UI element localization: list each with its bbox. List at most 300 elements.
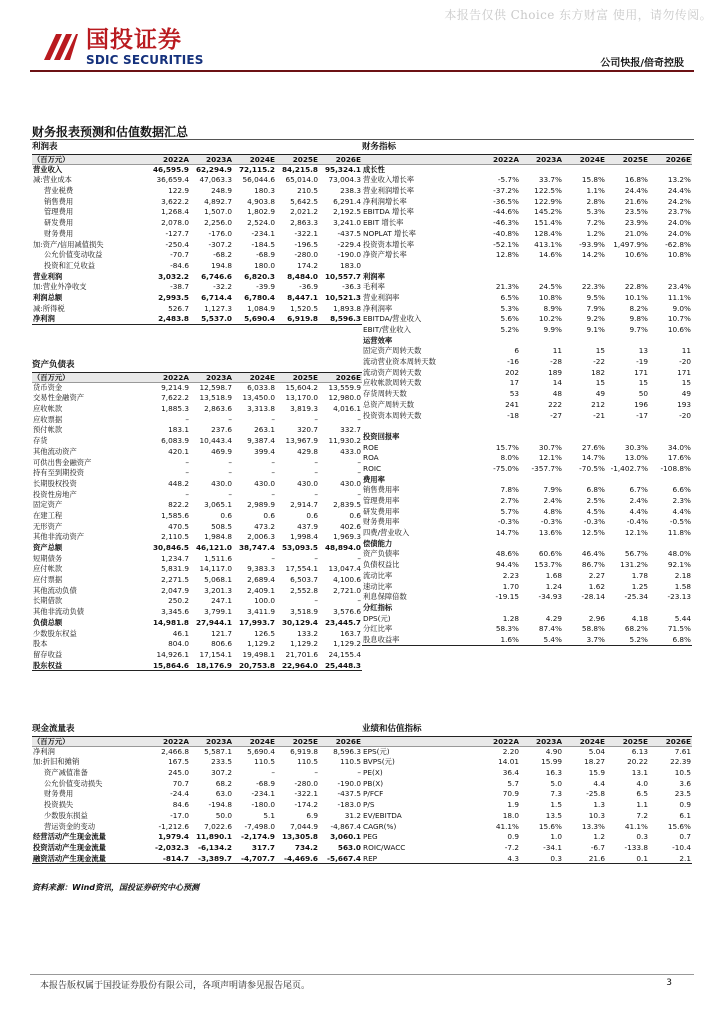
row-label: 营业收入 [33, 164, 63, 174]
row-value: 1,885.3 [161, 404, 189, 414]
row-value: 49 [595, 389, 605, 399]
row-label: 长期股权投资 [33, 478, 77, 488]
row-label: EBITDA/营业收入 [363, 314, 422, 324]
row-label: 应收帐款周转天数 [363, 378, 422, 388]
row-value: 9,387.4 [247, 436, 275, 446]
row-value: 6.8% [586, 485, 605, 495]
row-value: -40.8% [493, 228, 519, 238]
row-value: 24.5% [538, 282, 562, 292]
row-label: ROE [363, 442, 379, 452]
table-row [362, 757, 692, 768]
row-value: 17 [509, 378, 519, 388]
row-value: 14.6% [538, 250, 562, 260]
page-number: 3 [666, 978, 672, 988]
row-value [563, 272, 606, 283]
row-value: 73,004.3 [328, 175, 361, 185]
row-value: 6.5 [636, 789, 648, 799]
row-value: 24.4% [667, 186, 691, 196]
row-value: – [314, 414, 318, 424]
row-value: 12,598.7 [199, 382, 232, 392]
row-value: -194.8 [208, 800, 232, 810]
row-value: 56,044.6 [242, 175, 275, 185]
row-value: 13.1 [631, 768, 648, 778]
row-value: 171 [677, 367, 691, 377]
row-value: 110.5 [297, 757, 318, 767]
row-value: 1,129.2 [290, 639, 318, 649]
row-value: 8,484.0 [287, 271, 318, 281]
row-value: 62,294.9 [195, 164, 232, 174]
row-value: -36.3 [342, 282, 361, 292]
row-value: – [357, 489, 361, 499]
table-row [32, 789, 362, 800]
row-value [606, 272, 649, 283]
row-value: 5.3% [586, 207, 605, 217]
row-label: 管理费用率 [363, 496, 400, 505]
row-value: 437.9 [297, 521, 318, 531]
row-label: ROA [363, 453, 379, 463]
row-value: 10.8% [667, 250, 691, 260]
row-label: 应收票据 [33, 414, 63, 424]
row-value: 8,447.1 [287, 292, 318, 302]
row-value: 14,981.8 [152, 617, 189, 627]
row-label: 利润总额 [33, 292, 63, 302]
row-value [563, 603, 606, 614]
row-value: 5,690.4 [247, 746, 275, 756]
row-value: – [185, 414, 189, 424]
logo-mark-icon [40, 30, 80, 64]
row-value: 15.7% [495, 442, 519, 452]
table-row [32, 468, 362, 479]
row-value: 2,271.5 [161, 575, 189, 585]
row-value: 2023A [206, 155, 232, 164]
row-value: 7.2% [586, 218, 605, 228]
title-divider [30, 139, 694, 140]
row-value: 804.0 [168, 639, 189, 649]
table-row [32, 661, 362, 672]
row-label: 交易性金融资产 [33, 393, 85, 403]
row-value: 822.2 [168, 500, 189, 510]
row-value: -322.1 [294, 789, 318, 799]
row-value: 2025E [622, 737, 648, 746]
row-value: -20 [679, 357, 691, 367]
row-value: -183.0 [337, 800, 361, 810]
row-value: 22,964.0 [281, 660, 318, 670]
row-value: 1,979.4 [158, 832, 189, 842]
row-value: 6,291.4 [333, 196, 361, 206]
row-label: ROIC [363, 463, 382, 473]
row-value: -2,032.3 [155, 842, 189, 852]
row-value: 2022A [163, 737, 189, 746]
table-row [32, 779, 362, 790]
row-value: 12.5% [581, 528, 605, 538]
row-value: 58.3% [495, 624, 519, 634]
table-title: 资产负债表 [32, 360, 75, 370]
row-value: 6,780.4 [244, 292, 275, 302]
row-value [649, 539, 692, 550]
row-value: 14.7% [495, 528, 519, 538]
row-value: 23.9% [624, 218, 648, 228]
row-value: – [314, 468, 318, 478]
row-value: -34.93 [538, 592, 562, 602]
row-value: 193 [677, 399, 691, 409]
row-value: 13,047.4 [328, 564, 361, 574]
row-value: 53 [509, 389, 519, 399]
row-value: 2,192.5 [333, 207, 361, 217]
row-value: 12.8% [495, 250, 519, 260]
row-value: 2025E [622, 155, 648, 164]
row-value: 241 [505, 399, 519, 409]
row-value: 0.6 [263, 510, 275, 520]
table-row [32, 261, 362, 272]
row-value: 250.2 [168, 596, 189, 606]
row-value: -84.6 [170, 260, 189, 270]
row-value: – [185, 468, 189, 478]
table-row [32, 543, 362, 554]
row-label: BVPS(元) [363, 757, 395, 767]
row-value: 21.0% [624, 228, 648, 238]
footer-disclaimer: 本报告版权属于国投证券股份有限公司，各项声明请参见报告尾页。 [40, 981, 311, 991]
table-header [32, 154, 362, 165]
row-label: DPS(元) [363, 613, 391, 623]
row-value: 50.0 [215, 810, 232, 820]
row-value: 24.0% [667, 228, 691, 238]
row-label: 运营效率 [363, 335, 393, 345]
table-header [32, 736, 362, 747]
row-value: 56.7% [624, 549, 648, 559]
row-label: 营业利润 [33, 271, 63, 281]
row-value: 13,967.9 [285, 436, 318, 446]
row-value: 2024E [249, 373, 275, 382]
row-value: 0.6 [306, 510, 318, 520]
row-label: （百万元） [33, 155, 70, 164]
table-row [362, 336, 692, 347]
row-value: 5,690.4 [244, 314, 275, 324]
row-value: – [314, 457, 318, 467]
row-value: – [271, 768, 275, 778]
row-value: 38,747.4 [238, 543, 275, 552]
row-value: – [357, 596, 361, 606]
row-label: EBIT/营业收入 [363, 325, 411, 334]
table-row [362, 768, 692, 779]
table-row [362, 811, 692, 822]
row-value: – [357, 414, 361, 424]
row-value: 4.90 [545, 746, 562, 756]
row-value: 20,753.8 [238, 660, 275, 670]
row-value: 263.1 [254, 425, 275, 435]
row-value: 5,642.5 [290, 196, 318, 206]
row-value: 5.0 [550, 778, 562, 788]
row-label [362, 155, 477, 164]
row-label: 股本 [33, 639, 48, 649]
row-value: 2.18 [674, 570, 691, 580]
row-value: 13.6% [538, 528, 562, 538]
row-value: 153.7% [534, 560, 562, 570]
row-value: 5.6% [500, 314, 519, 324]
row-value: 2023A [536, 155, 562, 164]
table-row [32, 186, 362, 197]
row-label: EV/EBITDA [363, 810, 402, 820]
row-value: 86.7% [581, 560, 605, 570]
row-label: 资产总额 [33, 543, 63, 552]
row-value: 4.4 [593, 778, 605, 788]
row-value [606, 261, 649, 272]
row-value: 2,689.4 [247, 575, 275, 585]
row-value: -6,134.2 [198, 842, 232, 852]
row-value: -4,867.4 [330, 821, 361, 831]
table-row [32, 415, 362, 426]
row-value: 1,127.3 [204, 303, 232, 313]
row-value: 430.0 [211, 478, 232, 488]
row-value: -93.9% [579, 239, 605, 249]
row-label: 其他流动资产 [33, 446, 77, 456]
row-value: 58.8% [581, 624, 605, 634]
row-value: 0.1 [636, 853, 648, 863]
row-value: -70.5% [579, 463, 605, 473]
table-title: 财务指标 [362, 142, 397, 152]
row-value: 2,993.5 [158, 292, 189, 302]
row-label: 可供出售金融资产 [33, 457, 92, 467]
table-row [362, 325, 692, 336]
row-value: 5,587.1 [204, 746, 232, 756]
row-value: 2024E [249, 155, 275, 164]
row-value: 8.2% [629, 303, 648, 313]
row-value: 7,022.6 [204, 821, 232, 831]
row-value: – [271, 553, 275, 563]
row-value: 1.6% [500, 634, 519, 644]
row-value: 41.1% [624, 821, 648, 831]
row-value: 9.5% [586, 292, 605, 302]
row-value: 3,313.8 [247, 404, 275, 414]
company-logo [40, 28, 204, 66]
table-row [362, 800, 692, 811]
row-value: 4,016.1 [333, 404, 361, 414]
row-value: 10.8% [538, 292, 562, 302]
row-label: 少数股东权益 [33, 628, 77, 638]
row-value [477, 272, 520, 283]
row-value: 9.0% [672, 303, 691, 313]
row-value: 2.4% [543, 496, 562, 505]
row-value: 24.2% [667, 196, 691, 206]
row-value: -5.7% [497, 175, 519, 185]
row-label: 其他非流动负债 [33, 607, 85, 617]
row-label: 经营活动产生现金流量 [33, 832, 106, 842]
table-row [32, 639, 362, 650]
row-label: 研发费用 [44, 218, 74, 228]
row-value: 14.01 [498, 757, 519, 767]
row-value: -38.7 [170, 282, 189, 292]
row-value: 4.8% [543, 506, 562, 516]
row-value: 413.1% [534, 239, 562, 249]
row-value [649, 261, 692, 272]
row-value: -28 [550, 357, 562, 367]
row-label: PB(X) [363, 778, 384, 788]
row-label: 营运资金的变动 [44, 821, 96, 831]
row-value: -307.2 [208, 239, 232, 249]
table-row [32, 500, 362, 511]
row-label: 其他非流动资产 [33, 532, 85, 542]
table-row [362, 507, 692, 518]
row-label: PEG [363, 832, 378, 842]
row-value: 7,622.2 [161, 393, 189, 403]
table-row [362, 357, 692, 368]
row-value: 4.29 [545, 613, 562, 623]
row-value: -20 [679, 410, 691, 420]
row-value: 2,839.5 [333, 500, 361, 510]
row-value: 13.2% [667, 175, 691, 185]
table-row [32, 564, 362, 575]
row-value: -17.0 [170, 810, 189, 820]
row-label: ROIC/WACC [363, 842, 406, 852]
row-label: 投资资本增长率 [363, 239, 415, 249]
row-value: 2026E [665, 155, 691, 164]
row-value: 68.2 [215, 778, 232, 788]
row-value: 12,980.0 [328, 393, 361, 403]
row-label: 营业利润率 [363, 292, 400, 302]
row-value: 167.5 [168, 757, 189, 767]
table-row [362, 432, 692, 443]
row-value: 3,518.9 [290, 607, 318, 617]
row-value: -36.9 [299, 282, 318, 292]
row-value: 13,305.8 [281, 832, 318, 842]
row-label: （百万元） [33, 373, 70, 382]
row-value: -0.3% [540, 517, 562, 527]
row-value: -34.1 [543, 842, 562, 852]
table-header [362, 736, 692, 747]
row-value: 4.4% [629, 506, 648, 516]
table-row [32, 832, 362, 843]
row-value: 1,998.4 [290, 532, 318, 542]
row-value: 25,448.3 [324, 660, 361, 670]
table-row [32, 618, 362, 629]
row-value: 14,117.0 [199, 564, 232, 574]
row-value: -814.7 [162, 853, 189, 863]
row-value: 6,714.4 [201, 292, 232, 302]
row-value: -7,498.0 [244, 821, 275, 831]
row-value: 1,511.6 [204, 553, 232, 563]
row-value: -3,389.7 [198, 853, 232, 863]
table-row [362, 789, 692, 800]
row-value: 6.7% [629, 485, 648, 495]
table-row [362, 197, 692, 208]
table-row [32, 800, 362, 811]
row-value [563, 261, 606, 272]
row-value: 5.7 [507, 778, 519, 788]
table-row [32, 175, 362, 186]
row-value: 2,914.7 [290, 500, 318, 510]
table-row [362, 207, 692, 218]
table-row [32, 575, 362, 586]
row-value: 6,746.6 [201, 271, 232, 281]
table-row [32, 436, 362, 447]
row-value [563, 421, 606, 432]
row-value [563, 336, 606, 347]
row-value: 237.6 [211, 425, 232, 435]
row-value: – [271, 468, 275, 478]
row-label: 投资活动产生现金流量 [33, 842, 106, 852]
row-value: -62.8% [665, 239, 691, 249]
row-value: 10.6% [667, 325, 691, 334]
row-value: 41.1% [495, 821, 519, 831]
row-value: -25.34 [624, 592, 648, 602]
row-value [606, 336, 649, 347]
row-value: 5.04 [588, 746, 605, 756]
row-value: -6.7 [590, 842, 605, 852]
row-value: 12.1% [624, 528, 648, 538]
row-value: 110.5 [254, 757, 275, 767]
row-value: 4,892.7 [204, 196, 232, 206]
row-value: 10.1% [624, 292, 648, 302]
table-row [362, 464, 692, 475]
row-value: 2,409.1 [247, 585, 275, 595]
row-value: 9.1% [586, 325, 605, 334]
row-value: 2.5% [586, 496, 605, 505]
row-value: 68.2% [624, 624, 648, 634]
row-label: P/FCF [363, 789, 384, 799]
row-label: 流动资产周转天数 [363, 367, 422, 377]
row-value: 9.2% [586, 314, 605, 324]
row-value: 1,984.8 [204, 532, 232, 542]
table-row [362, 411, 692, 422]
row-value [520, 272, 563, 283]
row-label: 应付票据 [33, 575, 63, 585]
row-value: -2,174.9 [241, 832, 275, 842]
row-value: -234.1 [251, 228, 275, 238]
row-value: 22.3% [581, 282, 605, 292]
row-value [649, 432, 692, 443]
row-value: 7.9% [586, 303, 605, 313]
row-value: 7.2 [636, 810, 648, 820]
row-value: 1,234.7 [161, 553, 189, 563]
row-value: – [271, 489, 275, 499]
table-row [362, 635, 692, 646]
row-label: 加:折旧和摊销 [33, 757, 80, 767]
row-label: 总资产周转天数 [363, 399, 415, 409]
row-label: P/S [363, 800, 375, 810]
row-value: 3,622.2 [161, 196, 189, 206]
row-value: 15.99 [541, 757, 562, 767]
table-row [32, 282, 362, 293]
row-value: 30.3% [624, 442, 648, 452]
row-value: 2024E [579, 155, 605, 164]
row-value: 17,154.1 [199, 649, 232, 659]
row-value [477, 432, 520, 443]
row-label: EPS(元) [363, 746, 390, 756]
row-value: 22.39 [670, 757, 691, 767]
row-value: -32.2 [213, 282, 232, 292]
row-value: 2,863.3 [290, 218, 318, 228]
row-value: 7,044.9 [290, 821, 318, 831]
row-value [477, 475, 520, 486]
row-value: – [357, 768, 361, 778]
row-value: 5,068.1 [204, 575, 232, 585]
table-row [32, 811, 362, 822]
row-value [563, 539, 606, 550]
table-row [32, 479, 362, 490]
footer-divider [30, 974, 694, 975]
table-row [362, 747, 692, 758]
row-value: 13,450.0 [242, 393, 275, 403]
row-value: 1.3 [593, 800, 605, 810]
row-value: 19,498.1 [242, 649, 275, 659]
table-row [32, 393, 362, 404]
row-value: 1,585.6 [161, 510, 189, 520]
table-row [32, 532, 362, 543]
row-value: 6.8% [672, 634, 691, 644]
row-value: 2023A [206, 737, 232, 746]
row-label: 财务费用 [44, 228, 74, 238]
row-value: 307.2 [211, 768, 232, 778]
table-row [362, 539, 692, 550]
